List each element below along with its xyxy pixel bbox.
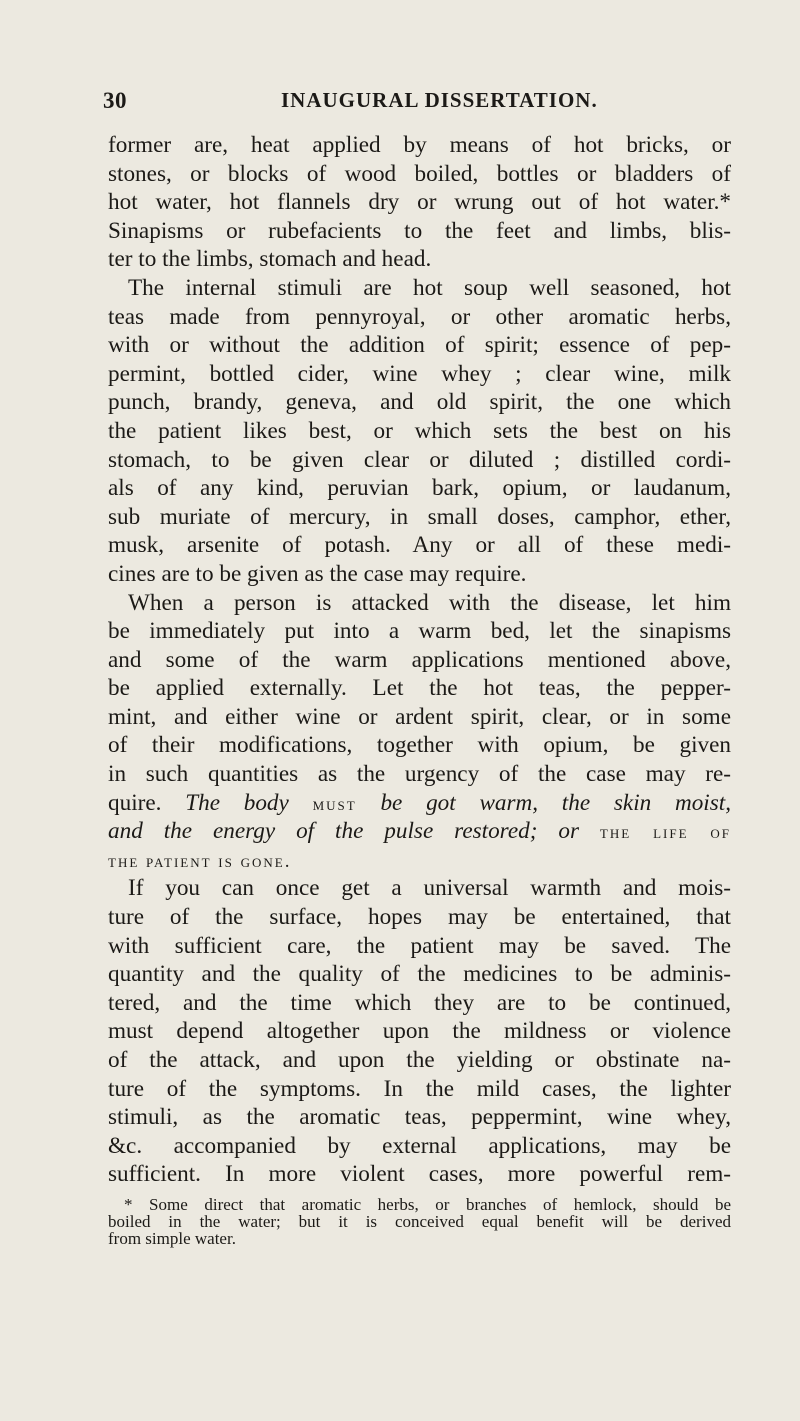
text-line-emphasis [108,789,731,818]
text-line: ture of the surface, hopes may be entertained, that [108,904,731,931]
italic-fragment: The body [185,789,289,816]
footnote-line: boiled in the water; but it is conceived equal benefit will be derived [108,1212,731,1231]
italic-fragment: and the energy of the pulse restored; [108,818,538,845]
text-line: Sinapisms or rubefacients to the feet and limbs, blis- [108,217,731,244]
text-line: When a person is attacked with the disease, let him [128,589,731,616]
text-line-emphasis [108,817,731,846]
italic-fragment: be got warm, the skin moist, [380,789,732,816]
text-line: sufficient. In more violent cases, more powerful rem- [108,1161,731,1188]
italic-fragment: or [558,818,579,845]
text-line: ture of the symptoms. In the mild cases, the lighter [108,1075,731,1102]
text-line: stones, or blocks of wood boiled, bottles or bladders of [108,160,731,187]
text-line: of their modifications, together with opium, be given [108,732,731,759]
text-line: of the attack, and upon the yielding or obstinate na- [108,1047,731,1073]
text-line: hot water, hot flannels dry or wrung out of hot water.* [108,189,731,216]
text-line: If you can once get a universal warmth and mois- [128,875,731,902]
text-line: with sufficient care, the patient may be saved. The [108,932,731,959]
text-line: mint, and either wine or ardent spirit, clear, or in some [108,703,731,730]
page-header [103,88,723,114]
footnote-line: * Some direct that aromatic herbs, or branches of hemlock, should be [124,1195,731,1214]
text-line: with or without the addition of spirit; essence of pep- [108,332,731,359]
body-text [108,131,731,1189]
small-caps-fragment: the life of [599,822,731,844]
page-number: 30 [103,88,127,113]
small-caps-fragment: must [312,793,357,815]
text-line: tered, and the time which they are to be continued, [108,989,731,1016]
text-line: ter to the limbs, stomach and head. [108,246,432,273]
text-line: permint, bottled cider, wine whey ; clear wine, milk [108,360,731,387]
text-line: in such quantities as the urgency of the case may re- [108,761,731,788]
text-line: must depend altogether upon the mildness or violence [108,1018,731,1045]
text-line: musk, arsenite of potash. Any or all of these medi- [108,532,731,559]
text-line: and some of the warm applications mentioned above, [108,646,731,673]
text-line: teas made from pennyroyal, or other aromatic herbs, [108,303,731,330]
text-fragment: quire. [108,789,162,816]
text-line: quantity and the quality of the medicines to be adminis- [108,961,731,988]
text-line: als of any kind, peruvian bark, opium, or laudanum, [108,475,731,502]
text-line: cines are to be given as the case may require. [108,560,527,587]
text-line: punch, brandy, geneva, and old spirit, the one which [108,389,731,416]
text-line: stimuli, as the aromatic teas, peppermint, wine whey, [108,1104,731,1131]
footnote [108,1196,731,1247]
text-line: &c. accompanied by external applications, may be [108,1132,731,1159]
running-title: INAUGURAL DISSERTATION. [281,88,598,112]
small-caps-fragment: the patient is gone. [108,850,292,872]
text-line: sub muriate of mercury, in small doses, camphor, ether, [108,503,731,530]
text-line: be applied externally. Let the hot teas, the pepper- [108,675,731,702]
text-line: The internal stimuli are hot soup well seasoned, hot [128,274,731,301]
footnote-line: from simple water. [108,1229,236,1248]
text-line: the patient likes best, or which sets the best on his [108,417,731,444]
text-line: be immediately put into a warm bed, let the sinapisms [108,618,731,645]
text-line: former are, heat applied by means of hot bricks, or [108,132,731,158]
text-line-emphasis [108,846,731,875]
text-line: stomach, to be given clear or diluted ; distilled cordi- [108,446,731,473]
